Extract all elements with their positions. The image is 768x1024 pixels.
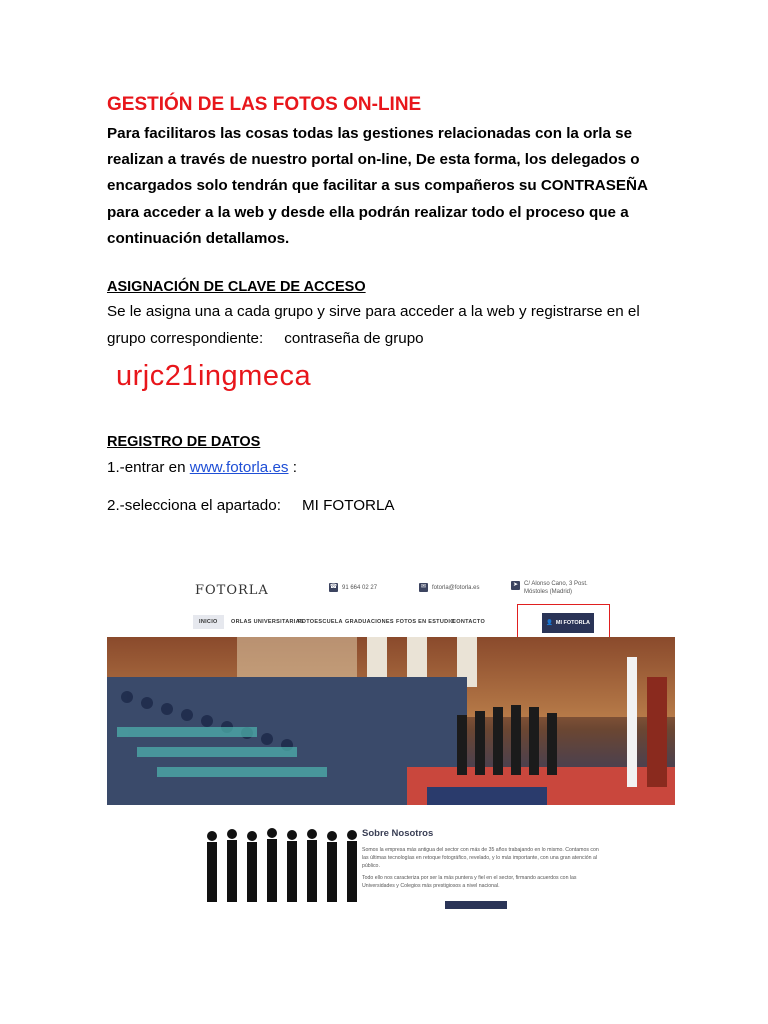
intro-line: realizan a través de nuestro portal on-line, De esta forma, los delegados o <box>107 151 640 169</box>
phone-icon: ☎ <box>329 584 338 590</box>
about-section <box>107 818 675 909</box>
site-phone <box>329 583 377 592</box>
fotorla-link[interactable]: www.fotorla.es <box>189 459 289 476</box>
intro-line: continuación detallamos. <box>107 229 290 247</box>
site-address <box>511 581 588 595</box>
email-text: fotorla@fotorla.es <box>432 584 480 591</box>
step-1-prefix: 1.-entrar en <box>107 459 190 476</box>
section-heading-registro: REGISTRO DE DATOS <box>107 434 261 450</box>
about-paragraph: Somos la empresa más antigua del sector con más de 35 años trabajando en lo mismo. Contamos con las últimas tecnologías en retoque fotográfico, revelado, y lo más importante, con una gran atención al público. <box>362 847 599 869</box>
website-screenshot <box>107 573 675 909</box>
about-button[interactable] <box>445 901 507 909</box>
about-text <box>362 846 602 890</box>
graduation-photo-graphic <box>107 637 675 805</box>
site-email <box>419 583 479 592</box>
graduation-photo <box>107 637 675 805</box>
phone-text: 91 664 02 27 <box>342 584 378 591</box>
nav-inicio[interactable]: INICIO <box>193 615 224 629</box>
nav-orlas[interactable]: ORLAS UNIVERSITARIAS <box>231 619 304 625</box>
group-password: urjc21ingmeca <box>116 360 312 392</box>
section-heading-clave: ASIGNACIÓN DE CLAVE DE ACCESO <box>107 279 366 295</box>
address-line: Móstoles (Madrid) <box>524 589 573 595</box>
nav-fotoescuela[interactable]: FOTOESCUELA <box>298 619 343 625</box>
step-1 <box>107 459 297 476</box>
clave-description-line: Se le asigna una a cada grupo y sirve para acceder a la web y registrarse en el <box>107 303 640 320</box>
nav-graduaciones[interactable]: GRADUACIONES <box>345 619 394 625</box>
location-icon: ➤ <box>512 582 519 588</box>
nav-fotos-estudio[interactable]: FOTOS EN ESTUDIO <box>396 619 455 625</box>
nav-contacto[interactable]: CONTACTO <box>452 619 486 625</box>
site-logo: FOTORLA <box>195 583 269 598</box>
step-1-suffix: : <box>288 459 297 476</box>
user-icon: 👤 <box>546 620 553 626</box>
mi-fotorla-label: MI FOTORLA <box>555 620 590 626</box>
mail-icon: ✉ <box>420 584 427 590</box>
step-2: 2.-selecciona el apartado: MI FOTORLA <box>107 497 395 514</box>
page-title: GESTIÓN DE LAS FOTOS ON-LINE <box>107 94 422 115</box>
address-line: C/ Alonso Cano, 3 Post. <box>524 581 588 587</box>
about-title: Sobre Nosotros <box>362 828 434 839</box>
about-paragraph: Todo ello nos caracteriza por ser la más puntera y fiel en el sector, firmando acuerdos con las Universidades y Colegios más prestigiosos a nivel nacional. <box>362 875 577 889</box>
clave-description-line: grupo correspondiente: contraseña de grupo <box>107 330 424 347</box>
intro-line: Para facilitaros las cosas todas las gestiones relacionadas con la orla se <box>107 125 633 142</box>
intro-paragraph <box>107 121 687 252</box>
intro-line: para acceder a la web y desde ella podrán realizar todo el proceso que a <box>107 203 629 221</box>
intro-line: encargados solo tendrán que facilitar a sus compañeros su CONTRASEÑA <box>107 177 648 195</box>
